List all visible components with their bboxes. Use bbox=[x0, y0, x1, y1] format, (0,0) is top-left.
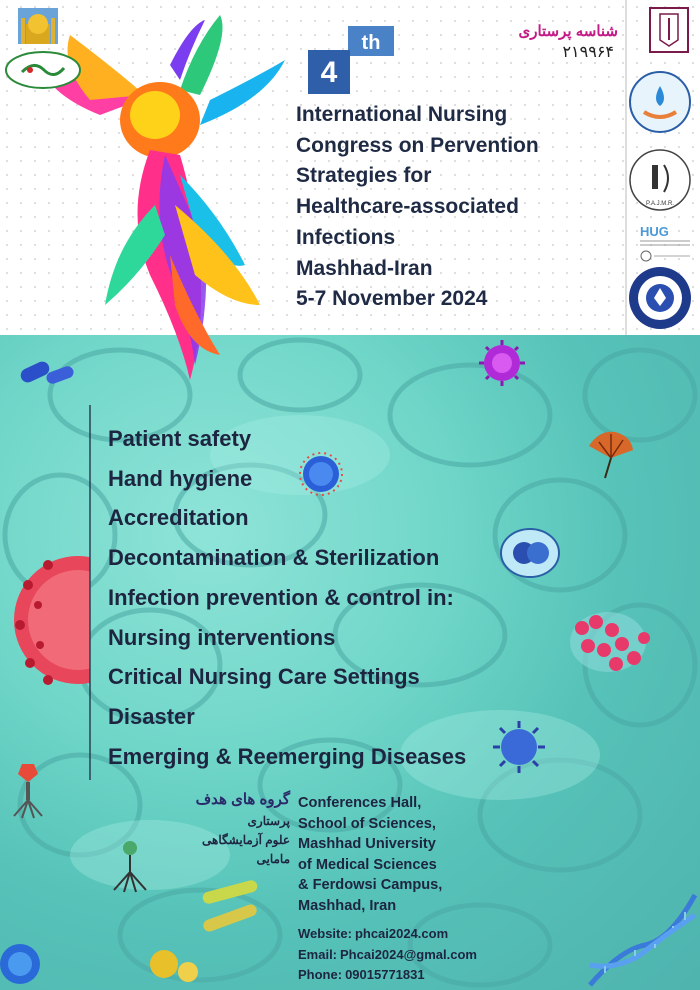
topic-item: Infection prevention & control in: bbox=[108, 584, 454, 610]
dna-helix-icon bbox=[585, 890, 700, 990]
venue-line: & Ferdowsi Campus, bbox=[298, 877, 443, 893]
title-line: 5-7 November 2024 bbox=[296, 287, 488, 311]
topic-divider bbox=[89, 405, 91, 780]
edition-suffix: th bbox=[361, 32, 381, 54]
topic-item: Hand hygiene bbox=[108, 465, 253, 491]
topic-item: Accreditation bbox=[108, 505, 249, 531]
website-row bbox=[298, 924, 477, 945]
email-link[interactable]: Phcai2024@gmal.com bbox=[340, 946, 477, 962]
website-label: Website: bbox=[298, 926, 352, 941]
bacteriophage-group-icon bbox=[100, 838, 160, 894]
nursing-id-number: ۲۱۹۹۶۴ bbox=[562, 44, 614, 61]
website-link[interactable]: phcai2024.com bbox=[354, 926, 449, 941]
fan-cell-icon bbox=[585, 428, 637, 480]
venue-line: Conferences Hall, bbox=[298, 795, 422, 811]
svg-text:P.A.J.M.R.: P.A.J.M.R. bbox=[646, 201, 674, 207]
svg-text:HUG: HUG bbox=[640, 224, 669, 239]
phone-label: Phone: bbox=[298, 967, 343, 983]
topic-item: Disaster bbox=[108, 703, 195, 729]
target-groups-title: گروه های هدف bbox=[195, 791, 290, 808]
venue-line: Mashhad University bbox=[298, 836, 436, 852]
title-line: Congress on Pervention bbox=[296, 133, 539, 157]
purple-virus-icon bbox=[474, 338, 530, 388]
venue-line: School of Sciences, bbox=[298, 815, 436, 832]
title-line: International Nursing bbox=[296, 103, 508, 126]
venue-address bbox=[298, 793, 442, 916]
bacteriophage-icon bbox=[8, 760, 48, 820]
spiky-virus-icon bbox=[490, 718, 548, 776]
topic-list bbox=[108, 419, 466, 776]
congress-logo bbox=[4, 50, 82, 90]
email-row bbox=[298, 945, 477, 966]
nursing-id-label: شناسه پرستاری bbox=[518, 23, 618, 40]
email-label: Email: bbox=[298, 946, 338, 962]
target-group-item: علوم آزمایشگاهی bbox=[202, 833, 290, 847]
target-group-item: مامایی bbox=[256, 852, 290, 866]
pajmr-logo bbox=[630, 150, 690, 210]
bacillus-icon bbox=[196, 878, 266, 938]
topic-item: Emerging & Reemerging Diseases bbox=[108, 743, 467, 769]
edition-badge-graphic bbox=[306, 26, 406, 100]
venue-line: Mashhad, Iran bbox=[298, 897, 397, 914]
title-line: Infections bbox=[296, 225, 396, 249]
title-line: Mashhad-Iran bbox=[296, 256, 433, 280]
bacteria-icon bbox=[18, 355, 78, 395]
phone-row bbox=[298, 965, 477, 986]
sponsor-logos bbox=[620, 0, 700, 335]
topic-item: Nursing interventions bbox=[108, 624, 336, 650]
university-seal-logo bbox=[650, 8, 688, 52]
hug-logo bbox=[640, 224, 690, 261]
shrine-logo bbox=[18, 8, 58, 44]
edition-badge bbox=[306, 26, 406, 100]
society-logo bbox=[629, 267, 691, 329]
title-line: Healthcare-associated bbox=[296, 195, 519, 219]
title-line: Strategies for bbox=[296, 164, 432, 188]
edition-number: 4 bbox=[320, 56, 338, 89]
cell-division-icon bbox=[498, 525, 562, 581]
congress-title bbox=[296, 100, 539, 315]
red-coronavirus-icon bbox=[8, 545, 90, 695]
contact-info bbox=[298, 924, 477, 986]
blue-virus-bottom-icon bbox=[0, 932, 50, 990]
target-group-item: پرستاری bbox=[247, 814, 290, 828]
topic-item: Patient safety bbox=[108, 426, 252, 451]
target-groups bbox=[196, 790, 290, 869]
red-blood-cells-icon bbox=[568, 608, 654, 676]
topic-item: Critical Nursing Care Settings bbox=[108, 664, 420, 690]
phone-number[interactable]: 09015771831 bbox=[345, 967, 425, 983]
water-hand-logo bbox=[630, 72, 690, 132]
venue-line: of Medical Sciences bbox=[298, 856, 437, 873]
topic-item: Decontamination & Sterilization bbox=[108, 545, 440, 571]
yellow-virus-icon bbox=[142, 942, 206, 988]
